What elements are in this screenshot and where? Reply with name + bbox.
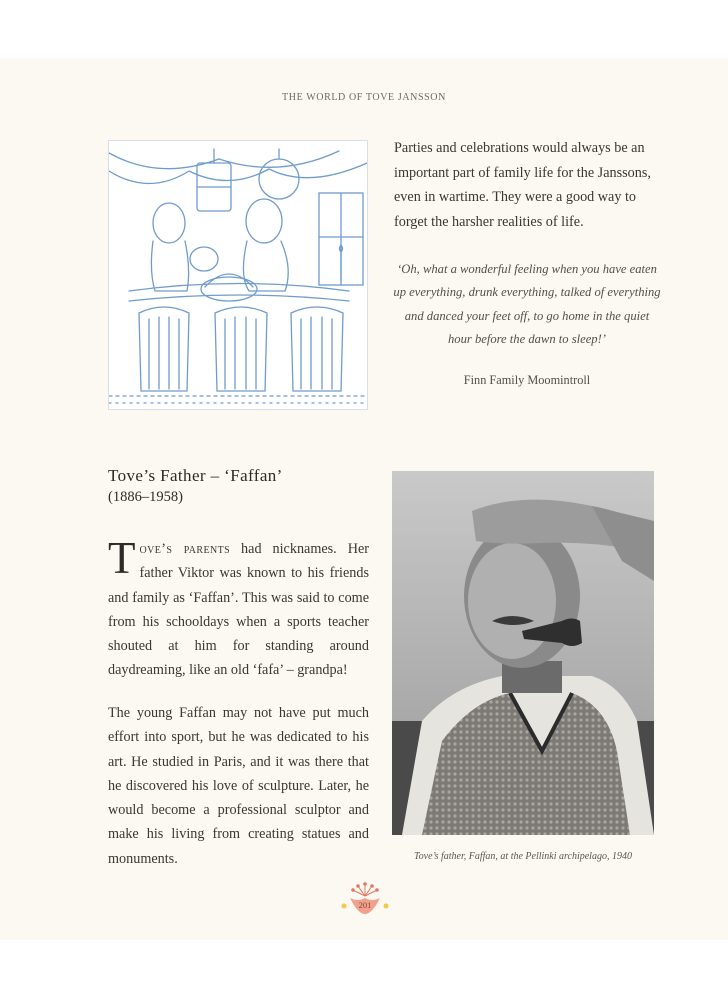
party-drawing-icon xyxy=(109,141,367,409)
faffan-photo xyxy=(392,471,654,835)
body-paragraph-1 xyxy=(108,533,369,683)
section-title: Tove’s Father – ‘Faffan’ xyxy=(108,466,283,485)
party-illustration xyxy=(108,140,368,410)
body-paragraph-2: The young Faffan may not have put much effort into sport, but he was dedicated to his art. He studied in Paris, and it was there that he discovered his love of sculpture. Later, he would become a professional sculptor and make his living from creating statues and monuments. xyxy=(108,705,369,867)
intro-paragraph: Parties and celebrations would always be an important part of family life for the Janssons, even in wartime. They were a good way to forget the harsher realities of life. xyxy=(394,140,651,230)
quote-source: Finn Family Moomintroll xyxy=(463,373,591,387)
moomin-quote: ‘Oh, what a wonderful feeling when you have eaten up everything, drunk everything, talked of everything and danced your feet off, to go home in the quiet hour before the dawn to sleep!’ xyxy=(393,262,661,347)
folio-ornament xyxy=(338,880,392,916)
drop-cap: T xyxy=(108,533,136,583)
paragraph-1-text: had nicknames. Her father Viktor was known to his friends and family as ‘Faffan’. This was said to come from his schooldays when a sports teacher shouted at him for standing around daydreaming, like an old ‘fafa’ – grandpa! xyxy=(108,541,369,679)
flower-ornament-icon xyxy=(338,880,392,916)
section-years: (1886–1958) xyxy=(108,489,183,505)
photo-caption: Tove’s father, Faffan, at the Pellinki archipelago, 1940 xyxy=(414,851,632,862)
page-number: 201 xyxy=(358,900,372,910)
man-portrait-icon xyxy=(392,471,654,835)
running-head: THE WORLD OF TOVE JANSSON xyxy=(282,92,446,103)
lead-in-smallcaps: ove’s parents xyxy=(139,541,231,557)
